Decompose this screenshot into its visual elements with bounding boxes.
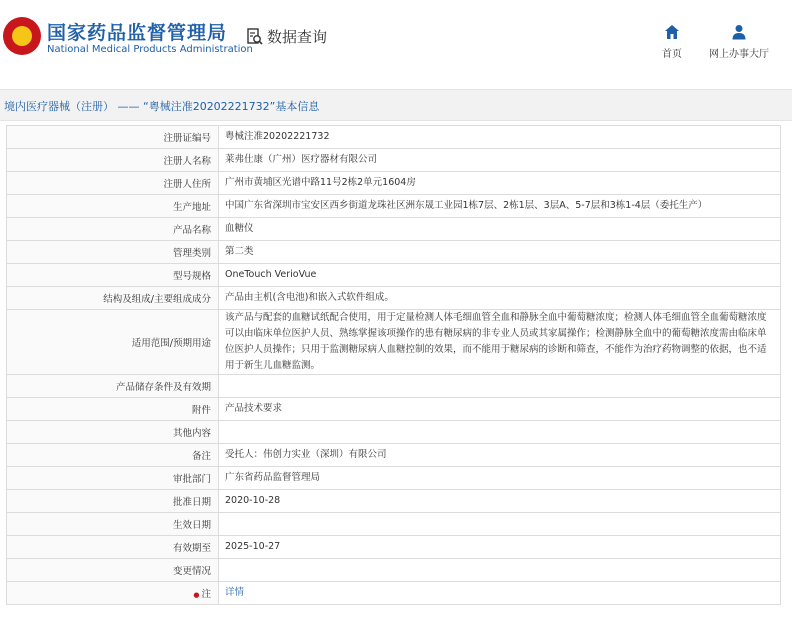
field-label: 注册证编号 <box>7 126 219 149</box>
table-row-note <box>7 582 781 605</box>
table-row <box>7 421 781 444</box>
field-value: 第二类 <box>219 241 781 264</box>
org-name-en: National Medical Products Administration <box>47 44 253 55</box>
field-label: 附件 <box>7 398 219 421</box>
table-row <box>7 172 781 195</box>
table-row <box>7 559 781 582</box>
field-label: 适用范围/预期用途 <box>7 310 219 375</box>
document-search-icon <box>247 28 263 46</box>
field-value: 莱弗仕康（广州）医疗器材有限公司 <box>219 149 781 172</box>
table-row <box>7 264 781 287</box>
note-label: 注 <box>201 589 211 600</box>
field-label: 其他内容 <box>7 421 219 444</box>
field-label: 生效日期 <box>7 513 219 536</box>
page-title-bar <box>0 89 792 121</box>
org-name-cn: 国家药品监督管理局 <box>47 22 228 44</box>
data-query-link[interactable] <box>247 26 327 47</box>
field-value-note <box>219 582 781 605</box>
home-icon <box>655 24 689 42</box>
nav-online-service-hall-label: 网上办事大厅 <box>709 49 769 60</box>
nav-home-label: 首页 <box>662 49 682 60</box>
field-value: 产品技术要求 <box>219 398 781 421</box>
field-value <box>219 513 781 536</box>
table-row <box>7 536 781 559</box>
table-row <box>7 310 781 375</box>
field-value <box>219 421 781 444</box>
field-label: 注册人住所 <box>7 172 219 195</box>
user-icon <box>706 24 772 42</box>
field-value: 受托人：伟创力实业（深圳）有限公司 <box>219 444 781 467</box>
field-label: 批准日期 <box>7 490 219 513</box>
field-value: 该产品与配套的血糖试纸配合使用，用于定量检测人体毛细血管全血和静脉全血中葡萄糖浓度；检测人体毛细血管全血葡萄糖浓度可以由临床单位医护人员、熟练掌握该项操作的患有糖尿病的非专业人员或其家属操作；检测静脉全血中的葡萄糖浓度需由临床单位医护人员操作；只用于监测糖尿病人血糖控制的效果，而不能用于糖尿病的诊断和筛查，不能作为治疗药物调整的依据，也不适用于新生儿血糖监测。 <box>219 310 781 375</box>
nmpa-logo-icon <box>3 17 41 55</box>
field-value: 中国广东省深圳市宝安区西乡街道龙珠社区洲东晟工业园1栋7层、2栋1层、3层A、5-7层和3栋1-4层（委托生产） <box>219 195 781 218</box>
field-value: 产品由主机(含电池)和嵌入式软件组成。 <box>219 287 781 310</box>
page-title: 境内医疗器械（注册） —— “粤械注准20202221732”基本信息 <box>4 100 320 113</box>
table-row <box>7 149 781 172</box>
field-label: 管理类别 <box>7 241 219 264</box>
field-value <box>219 375 781 398</box>
table-row <box>7 467 781 490</box>
table-row <box>7 375 781 398</box>
table-row <box>7 126 781 149</box>
table-row <box>7 195 781 218</box>
pin-icon: ● <box>193 591 200 599</box>
field-label-note <box>7 582 219 605</box>
field-label: 产品储存条件及有效期 <box>7 375 219 398</box>
field-value <box>219 559 781 582</box>
table-row <box>7 444 781 467</box>
field-value: 血糖仪 <box>219 218 781 241</box>
table-row <box>7 490 781 513</box>
device-info-table <box>6 125 781 605</box>
details-link[interactable]: 详情 <box>225 587 245 598</box>
table-row <box>7 513 781 536</box>
nav-online-service-hall[interactable] <box>706 24 772 60</box>
field-label: 有效期至 <box>7 536 219 559</box>
field-label: 型号规格 <box>7 264 219 287</box>
field-value: 2025-10-27 <box>219 536 781 559</box>
field-value: 粤械注准20202221732 <box>219 126 781 149</box>
field-label: 备注 <box>7 444 219 467</box>
field-label: 结构及组成/主要组成成分 <box>7 287 219 310</box>
field-label: 产品名称 <box>7 218 219 241</box>
field-label: 审批部门 <box>7 467 219 490</box>
field-label: 生产地址 <box>7 195 219 218</box>
table-row <box>7 241 781 264</box>
table-row <box>7 398 781 421</box>
field-value: 2020-10-28 <box>219 490 781 513</box>
field-value: 广州市黄埔区光谱中路11号2栋2单元1604房 <box>219 172 781 195</box>
field-value: 广东省药品监督管理局 <box>219 467 781 490</box>
site-header <box>0 0 792 88</box>
table-row <box>7 218 781 241</box>
nav-home[interactable] <box>655 24 689 60</box>
data-query-label: 数据查询 <box>267 28 328 46</box>
field-value: OneTouch VerioVue <box>219 264 781 287</box>
field-label: 注册人名称 <box>7 149 219 172</box>
field-label: 变更情况 <box>7 559 219 582</box>
table-row <box>7 287 781 310</box>
